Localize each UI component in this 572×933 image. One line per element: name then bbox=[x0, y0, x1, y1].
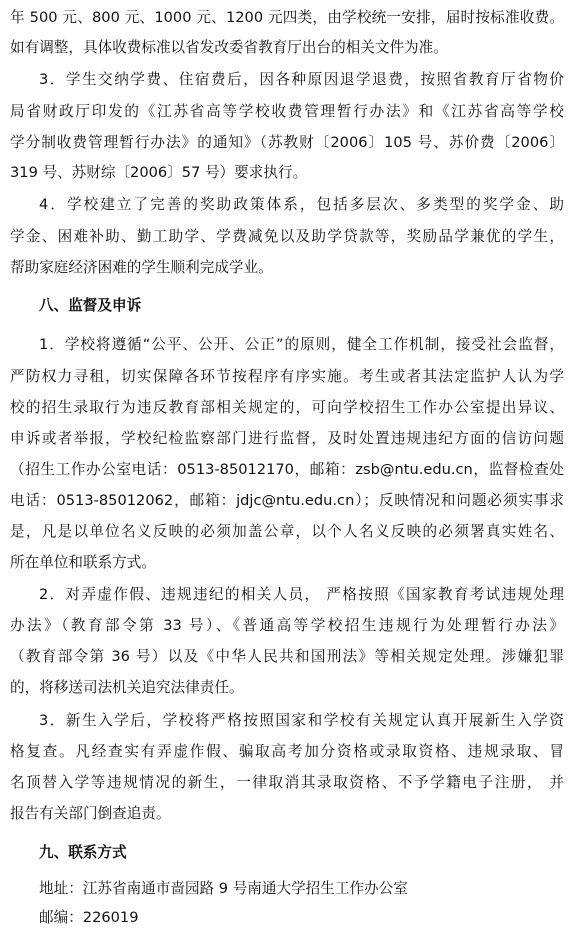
supervision-paragraph-3-line-1: 3．新生入学后，学校将严格按照国家和学校有关规定认真开展新生入学资 bbox=[39, 712, 564, 729]
fee-text-line-2: 如有调整，具体收费标准以省发改委省教育厅出台的相关文件为准。 bbox=[10, 39, 448, 56]
supervision-paragraph-1-line-2: 严防权力寻租，切实保障各环节按程序有序实施。考生或者其法定监护人认为学 bbox=[10, 368, 564, 385]
supervision-paragraph-2-line-4: 的，将移送司法机关追究法律责任。 bbox=[10, 679, 244, 696]
supervision-paragraph-1-line-5: （招生工作办公室电话：0513-85012170，邮箱：zsb@ntu.edu.cn，监督检查处 bbox=[10, 461, 564, 478]
supervision-paragraph-1-line-1: 1．学校将遵循“公平、公开、公正”的原则，健全工作机制，接受社会监督， bbox=[39, 336, 564, 353]
supervision-paragraph-1-line-7: 是，凡是以单位名义反映的必须加盖公章，以个人名义反映的必须署真实姓名、 bbox=[10, 523, 564, 540]
aid-paragraph-line-2: 学金、困难补助、勤工助学、学费减免以及助学贷款等，奖励品学兼优的学生， bbox=[10, 228, 564, 245]
refund-paragraph-line-3: 学分制收费管理暂行办法》的通知》（苏教财〔2006〕105 号、苏价费〔2006〕 bbox=[10, 134, 564, 151]
supervision-paragraph-3-line-2: 格复查。凡经查实有弄虚作假、骗取高考加分资格或录取资格、违规录取、冒 bbox=[10, 743, 564, 760]
refund-paragraph-line-2: 局省财政厅印发的《江苏省高等学校收费管理暂行办法》和《江苏省高等学校 bbox=[10, 103, 564, 120]
supervision-paragraph-2-line-3: （教育部令第 36 号）以及《中华人民共和国刑法》等相关规定处理。涉嫌犯罪 bbox=[10, 648, 564, 665]
refund-paragraph-line-4: 319 号、苏财综〔2006〕57 号）要求执行。 bbox=[10, 164, 308, 181]
fee-text-line-1: 年 500 元、800 元、1000 元、1200 元四类，由学校统一安排，届时按标准收费。 bbox=[10, 9, 564, 26]
contact-postcode: 邮编：226019 bbox=[39, 909, 139, 926]
refund-paragraph-line-1: 3．学生交纳学费、住宿费后，因各种原因退学退费，按照省教育厅省物价 bbox=[39, 71, 564, 88]
supervision-paragraph-3-line-4: 报告有关部门倒查追责。 bbox=[10, 805, 171, 822]
supervision-paragraph-2-line-2: 办法》（教育部令第 33 号）、《普通高等学校招生违规行为处理暂行办法》 bbox=[10, 617, 564, 634]
section-heading-contact: 九、联系方式 bbox=[39, 844, 127, 861]
aid-paragraph-line-1: 4．学校建立了完善的奖助政策体系，包括多层次、多类型的奖学金、助 bbox=[39, 196, 564, 213]
supervision-paragraph-1-line-8: 所在单位和联系方式。 bbox=[10, 554, 156, 571]
aid-paragraph-line-3: 帮助家庭经济困难的学生顺利完成学业。 bbox=[10, 259, 273, 276]
supervision-paragraph-1-line-4: 申诉或者举报，学校纪检监察部门进行监督，及时处置违规违纪方面的信访问题 bbox=[10, 430, 564, 447]
supervision-paragraph-1-line-6: 电话：0513-85012062，邮箱：jdjc@ntu.edu.cn）；反映情况和问题必须实事求 bbox=[10, 492, 564, 509]
contact-address: 地址：江苏省南通市啬园路 9 号南通大学招生工作办公室 bbox=[39, 880, 408, 897]
supervision-paragraph-2-line-1: 2．对弄虚作假、违规违纪的相关人员， 严格按照《国家教育考试违规处理 bbox=[39, 586, 564, 603]
supervision-paragraph-1-line-3: 校的招生录取行为违反教育部相关规定的，可向学校招生工作办公室提出异议、 bbox=[10, 399, 564, 416]
section-heading-supervision: 八、监督及申诉 bbox=[39, 297, 142, 314]
supervision-paragraph-3-line-3: 名顶替入学等违规情况的新生，一律取消其录取资格、不予学籍电子注册， 并 bbox=[10, 774, 564, 791]
